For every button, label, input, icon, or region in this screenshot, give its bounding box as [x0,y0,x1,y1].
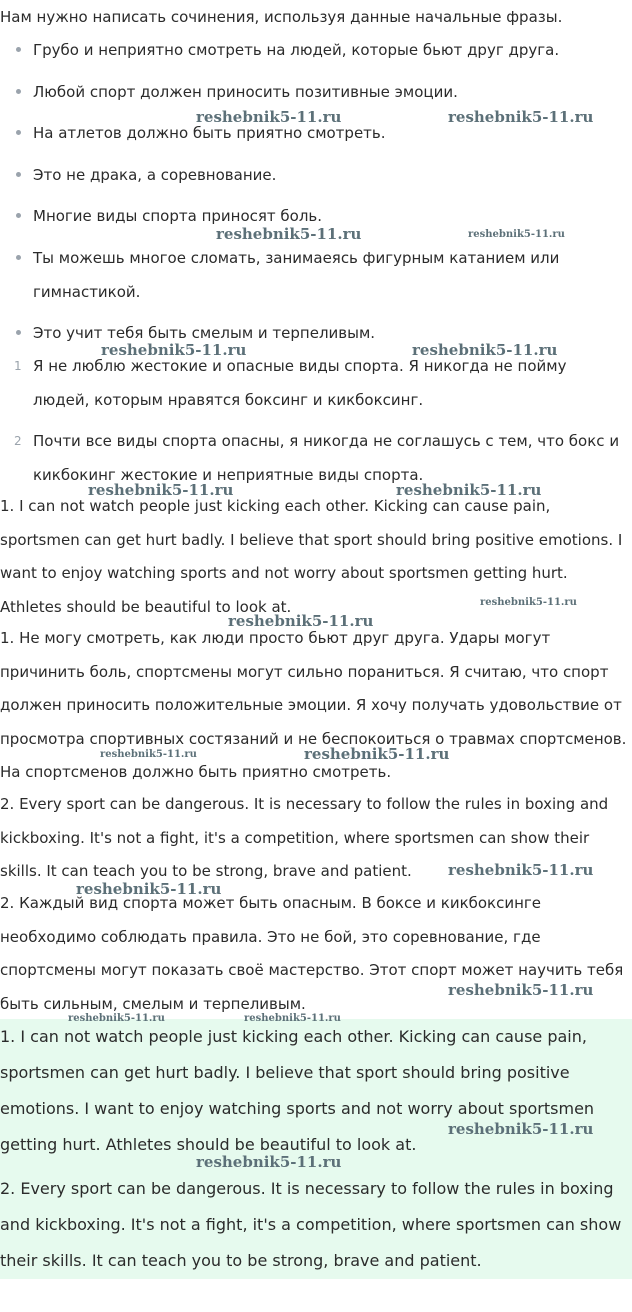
bullet-dot-icon [16,330,21,335]
essay-paragraph: 2. Каждый вид спорта может быть опасным. В боксе и кикбоксинге необходимо соблюдать правила. Это не бой, это соревнование, где спортсмены могут показать своё мастерство. Этот спорт может научить тебя быть сильным, смелым и терпеливым. [0,894,624,1013]
bullet-dot-icon [16,255,21,260]
numbered-item-text: Почти все виды спорта опасны, я никогда не соглашусь с тем, что бокс и кикбокинг жестокие и неприятные виды спорта. [33,432,620,484]
watermark: reshebnik5-11.ru [304,745,450,763]
watermark: reshebnik5-11.ru [88,481,234,499]
list-item-text: Любой спорт должен приносить позитивные эмоции. [33,83,458,101]
list-item-text: Это не драка, а соревнование. [33,166,277,184]
list-item-text: Это учит тебя быть смелым и терпеливым. [33,324,376,342]
intro-text: Нам нужно написать сочинения, используя данные начальные фразы. [0,8,563,26]
watermark: reshebnik5-11.ru [100,749,197,760]
list-item-text: Грубо и неприятно смотреть на людей, которые бьют друг друга. [33,41,560,59]
watermark: reshebnik5-11.ru [448,108,594,126]
list-item-text: На атлетов должно быть приятно смотреть. [33,124,386,142]
watermark: reshebnik5-11.ru [448,981,594,999]
watermark: reshebnik5-11.ru [228,612,374,630]
bullet-dot-icon [16,89,21,94]
bullet-dot-icon [16,213,21,218]
answer-paragraph: 2. Every sport can be dangerous. It is necessary to follow the rules in boxing and kickboxing. It's not a fight, it's a competition, where sportsmen can show their skills. It can teach you to be strong, brave and patient. [0,1179,622,1270]
list-item-text: Многие виды спорта приносят боль. [33,207,323,225]
answer-box [0,1019,632,1279]
item-number: 2 [14,434,22,448]
watermark: reshebnik5-11.ru [480,597,577,608]
watermark: reshebnik5-11.ru [68,1013,165,1024]
watermark: reshebnik5-11.ru [448,861,594,879]
watermark: reshebnik5-11.ru [468,229,565,240]
watermark: reshebnik5-11.ru [76,880,222,898]
watermark: reshebnik5-11.ru [196,108,342,126]
watermark: reshebnik5-11.ru [196,1153,342,1171]
bullet-dot-icon [16,47,21,52]
bullet-dot-icon [16,130,21,135]
numbered-item-text: Я не люблю жестокие и опасные виды спорта. Я никогда не пойму людей, которым нравятся боксинг и кикбоксинг. [33,357,567,409]
list-item-text: Ты можешь многое сломать, занимаеясь фигурным катанием или гимнастикой. [33,249,560,301]
essay-paragraph: 1. Не могу смотреть, как люди просто бьют друг друга. Удары могут причинить боль, спортсмены могут сильно пораниться. Я считаю, что спорт должен приносить положительные эмоции. Я хочу получать удовольствие от просмотра спортивных состязаний и не беспокоиться о травмах спортсменов. На спортсменов должно быть приятно смотреть. [0,629,627,781]
watermark: reshebnik5-11.ru [244,1013,341,1024]
item-number: 1 [14,359,22,373]
bullet-dot-icon [16,172,21,177]
watermark: reshebnik5-11.ru [101,341,247,359]
watermark: reshebnik5-11.ru [448,1120,594,1138]
essay-paragraph: 2. Every sport can be dangerous. It is necessary to follow the rules in boxing and kickboxing. It's not a fight, it's a competition, where sportsmen can show their skills. It can teach you to be strong, brave and patient. [0,795,609,880]
watermark: reshebnik5-11.ru [412,341,558,359]
watermark: reshebnik5-11.ru [216,225,362,243]
watermark: reshebnik5-11.ru [396,481,542,499]
answer-paragraph: 1. I can not watch people just kicking each other. Kicking can cause pain, sportsmen can get hurt badly. I believe that sport should bring positive emotions. I want to enjoy watching sports and not worry about sportsmen getting hurt. Athletes should be beautiful to look at. [0,1027,595,1154]
essay-paragraph: 1. I can not watch people just kicking each other. Kicking can cause pain, sportsmen can get hurt badly. I believe that sport should bring positive emotions. I want to enjoy watching sports and not worry about sportsmen getting hurt. Athletes should be beautiful to look at. [0,497,623,616]
